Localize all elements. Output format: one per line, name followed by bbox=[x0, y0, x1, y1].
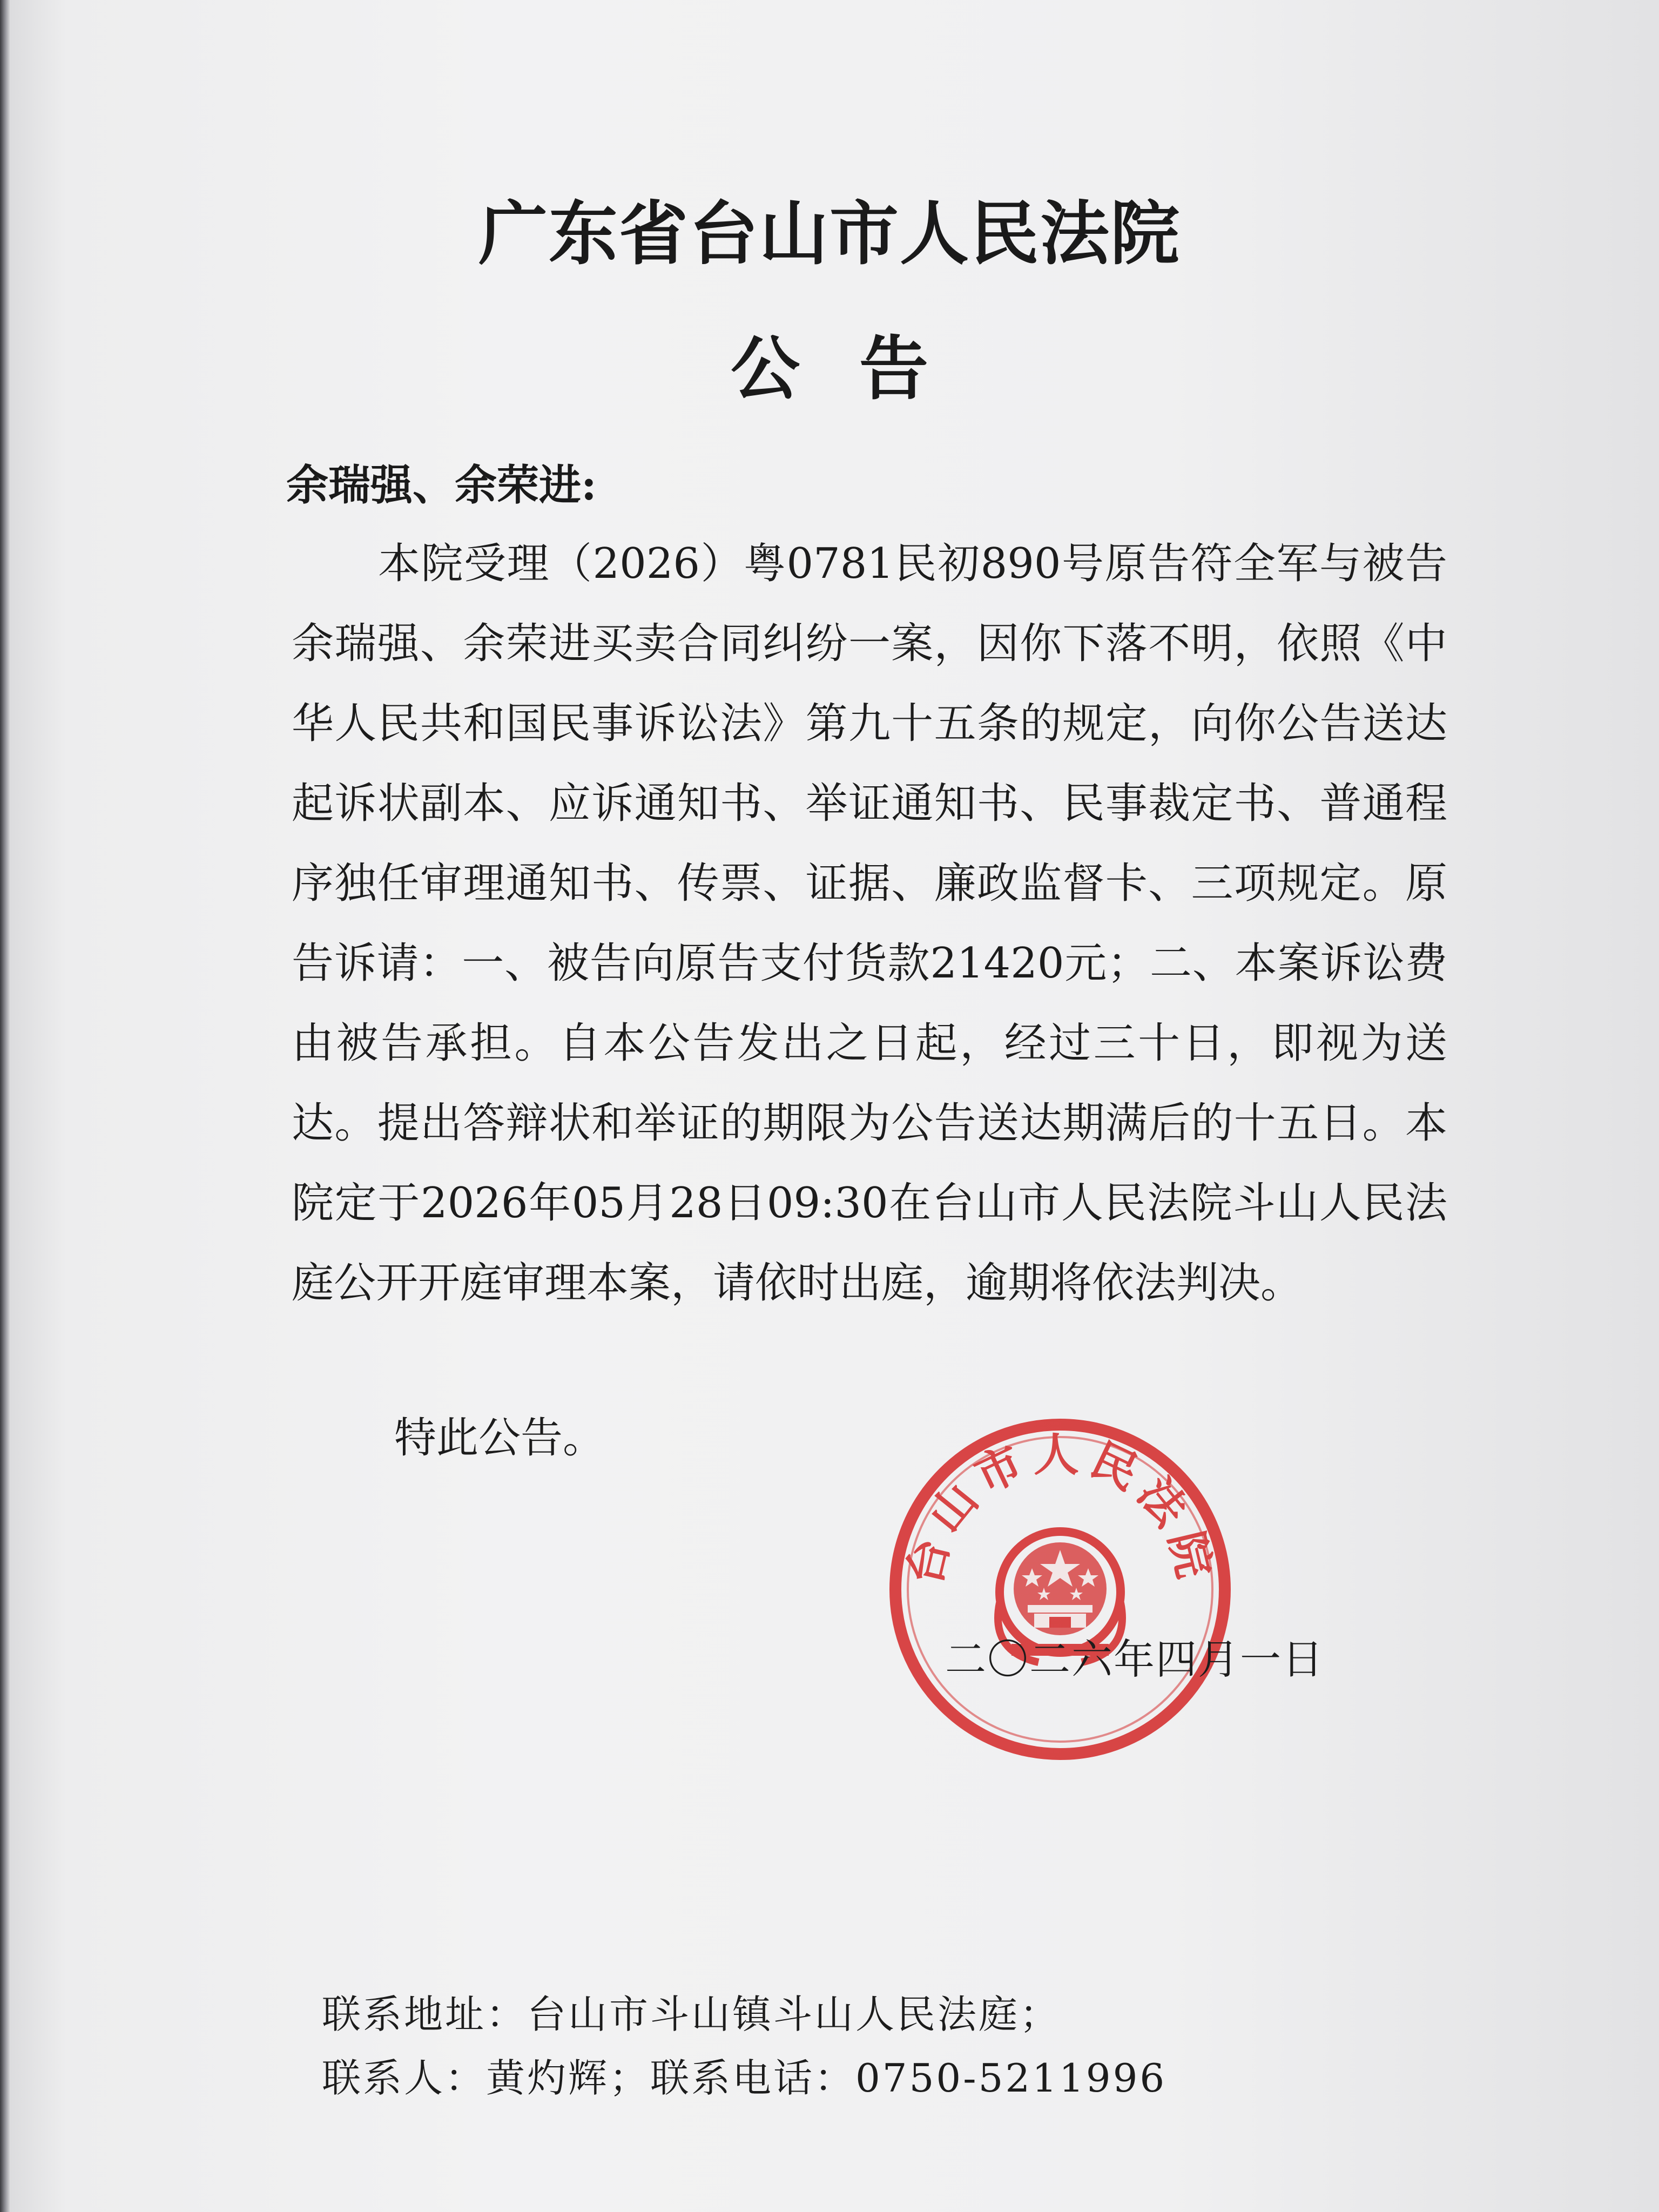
notice-body: 本院受理（2026）粤0781民初890号原告符全军与被告余瑞强、余荣进买卖合同纠纷一案，因你下落不明，依照《中华人民共和国民事诉讼法》第九十五条的规定，向你公告送达起诉状副本、应诉通知书、举证通知书、民事裁定书、普通程序独任审理通知书、传票、证据、廉政监督卡、三项规定。原告诉请：一、被告向原告支付货款21420元；二、本案诉讼费由被告承担。自本公告发出之日起，经过三十日，即视为送达。提出答辩状和举证的期限为公告送达期满后的十五日。本院定于2026年05月28日09:30在台山市人民法院斗山人民法庭公开开庭审理本案，请依时出庭，逾期将依法判决。 bbox=[292, 539, 1447, 1307]
court-seal-icon bbox=[885, 1414, 1236, 1765]
court-name-heading: 广东省台山市人民法院 bbox=[478, 193, 1181, 274]
contact-person-phone: 联系人：黄灼辉；联系电话：0750-5211996 bbox=[322, 2055, 1167, 2101]
seal-lettering: 台山市人民法院 bbox=[896, 1428, 1224, 1590]
contact-address: 联系地址：台山市斗山镇斗山人民法庭； bbox=[322, 1992, 1061, 2037]
addressee: 余瑞强、余荣进: bbox=[286, 461, 597, 510]
issue-date: 二〇二六年四月一日 bbox=[945, 1635, 1324, 1683]
closing-text: 特此公告。 bbox=[394, 1414, 605, 1462]
notice-title: 公告 bbox=[730, 328, 988, 409]
